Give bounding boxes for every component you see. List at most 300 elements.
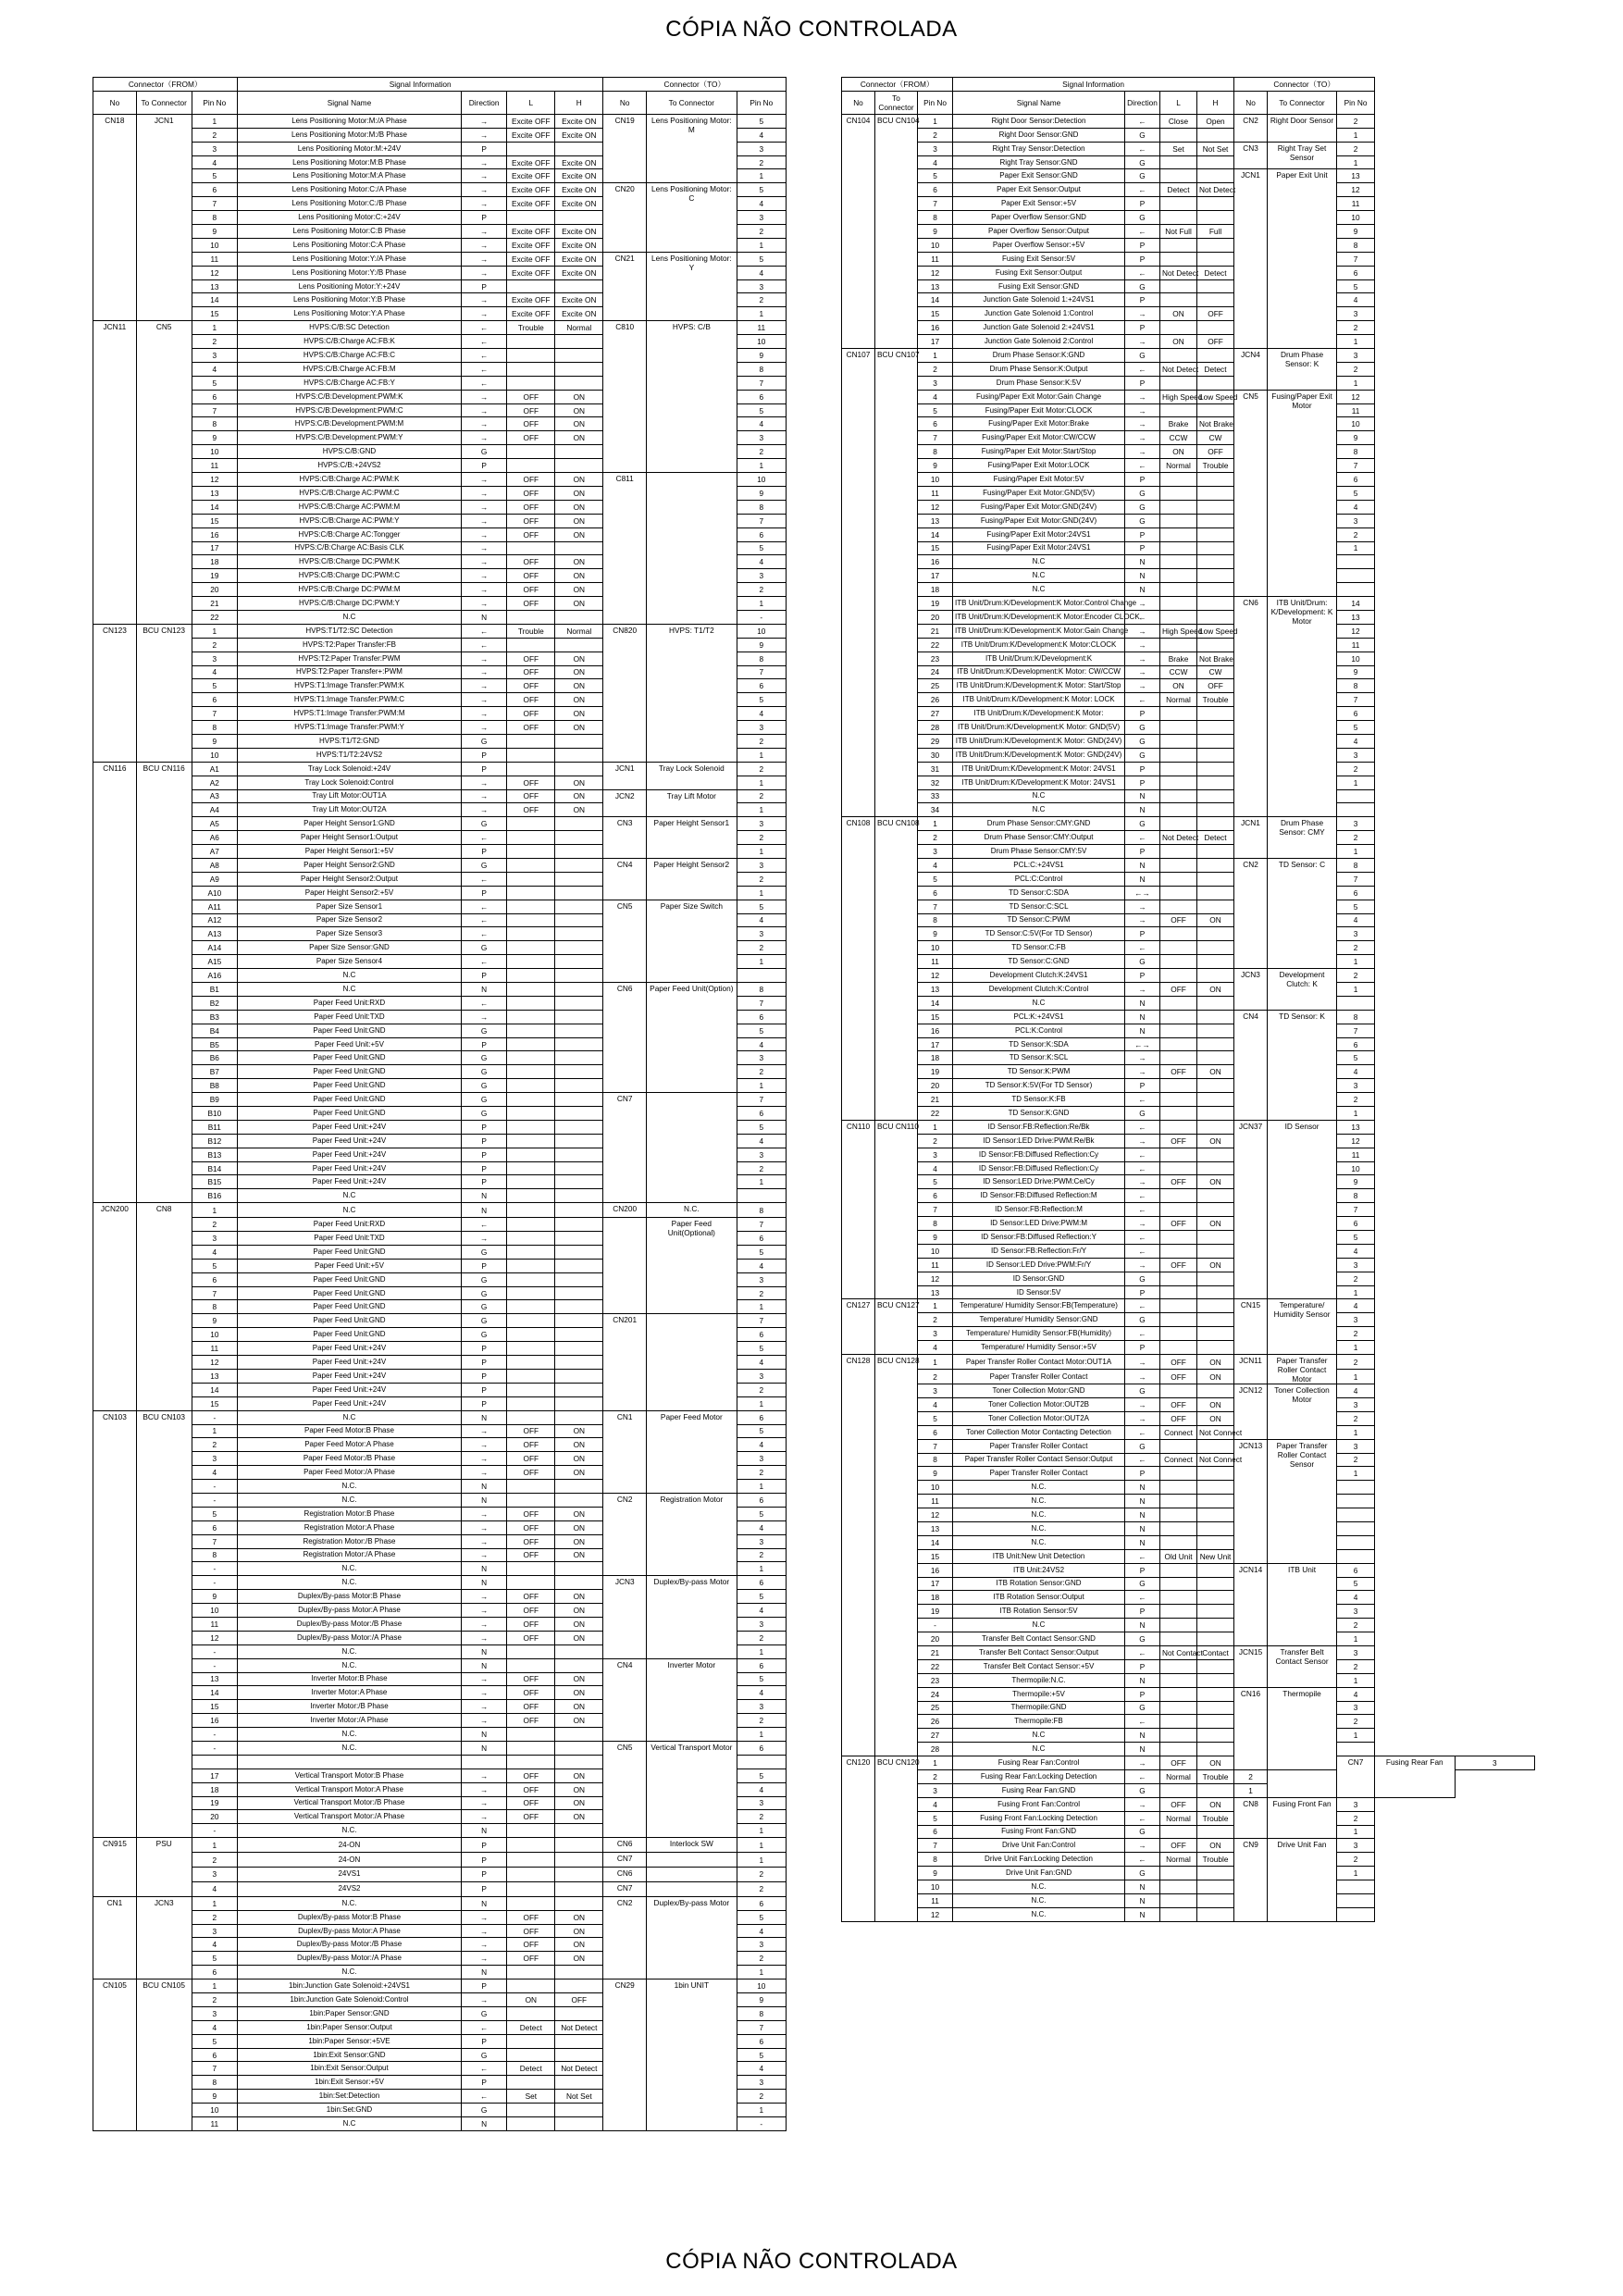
level-high: ON (555, 1714, 603, 1728)
table-row (842, 789, 1535, 803)
signal-name: N.C. (238, 1896, 462, 1910)
table-row (842, 307, 1535, 321)
to-pin-no: 1 (1337, 983, 1375, 997)
to-pin-no: 2 (1337, 941, 1375, 955)
level-high (1197, 748, 1234, 762)
to-pin-no: 2 (1337, 1619, 1375, 1632)
pin-no: 6 (192, 1520, 237, 1534)
level-low (507, 1755, 555, 1769)
level-low: Excite OFF (507, 238, 555, 252)
table-row (842, 211, 1535, 225)
signal-name: Paper Feed Unit:+24V (238, 1396, 462, 1410)
table-row (842, 1370, 1535, 1384)
level-high (1197, 349, 1234, 363)
level-low: OFF (507, 1424, 555, 1438)
level-high (555, 1966, 603, 1980)
pin-no: B8 (192, 1079, 237, 1093)
signal-name: Vertical Transport Motor:A Phase (238, 1782, 462, 1796)
pin-no: 10 (192, 238, 237, 252)
direction: → (461, 500, 506, 514)
direction: → (1125, 1756, 1160, 1770)
direction: P (461, 1259, 506, 1272)
direction: ← (1125, 1811, 1160, 1825)
level-low: Set (1160, 142, 1197, 155)
to-pin-no: 2 (737, 225, 786, 239)
to-connector-no: C811 (603, 473, 647, 625)
direction: G (461, 734, 506, 748)
level-high (1197, 1384, 1234, 1398)
direction: → (1125, 913, 1160, 927)
to-connector-no: CN5 (1234, 390, 1268, 596)
signal-name: Fusing/Paper Exit Motor:24VS1 (953, 541, 1125, 555)
level-low (507, 1037, 555, 1051)
table-row (842, 114, 1535, 128)
level-low (507, 2117, 555, 2131)
level-low: Trouble (507, 321, 555, 335)
level-high: ON (555, 1769, 603, 1782)
signal-name: Lens Positioning Motor:Y:+24V (238, 279, 462, 293)
level-low (507, 1853, 555, 1868)
to-pin-no: 2 (1337, 142, 1375, 155)
level-high: ON (555, 1617, 603, 1631)
level-high (1197, 1051, 1234, 1065)
level-high (1197, 1715, 1234, 1729)
pin-no: 6 (192, 2048, 237, 2062)
level-low (1160, 1037, 1197, 1051)
direction: → (1125, 679, 1160, 693)
level-low: OFF (507, 569, 555, 583)
to-pin-no: 4 (737, 1686, 786, 1700)
signal-name: HVPS:C/B:+24VS2 (238, 459, 462, 473)
signal-name: HVPS:C/B:Charge AC:PWM:K (238, 473, 462, 487)
to-pin-no: 6 (737, 1010, 786, 1024)
level-low (507, 1107, 555, 1121)
signal-name: Drum Phase Sensor:K:Output (953, 362, 1125, 376)
level-high (555, 1396, 603, 1410)
from-to-connector: BCU CN128 (875, 1355, 918, 1756)
pin-no: - (192, 1480, 237, 1494)
level-high (555, 459, 603, 473)
direction: ← (461, 996, 506, 1010)
to-pin-no: 1 (1337, 1285, 1375, 1299)
signal-name: Paper Feed Unit:+24V (238, 1134, 462, 1148)
to-pin-no: 5 (737, 1342, 786, 1356)
pin-no: 8 (192, 721, 237, 735)
level-low: OFF (1160, 1411, 1197, 1425)
level-low (507, 1966, 555, 1980)
level-low: Not Full (1160, 225, 1197, 239)
direction: ← (461, 872, 506, 886)
direction: ← (1125, 1231, 1160, 1245)
level-high (555, 1107, 603, 1121)
direction: → (461, 665, 506, 679)
level-low (1160, 238, 1197, 252)
pin-no: 15 (192, 307, 237, 321)
pin-no: 25 (918, 679, 953, 693)
level-low (507, 1356, 555, 1370)
level-high (555, 349, 603, 363)
to-pin-no: 3 (737, 2076, 786, 2090)
direction: ← (461, 362, 506, 376)
level-low: Excite OFF (507, 114, 555, 128)
direction: → (461, 721, 506, 735)
level-low (1160, 707, 1197, 721)
direction: → (1125, 403, 1160, 417)
to-pin-no: 9 (1337, 665, 1375, 679)
level-high (555, 1328, 603, 1342)
signal-name: Fusing/Paper Exit Motor:Brake (953, 417, 1125, 431)
table-row (842, 693, 1535, 707)
to-connector-no: CN6 (603, 983, 647, 1093)
level-high (1197, 1673, 1234, 1687)
pin-no: 15 (918, 1549, 953, 1563)
to-connector-name: ITB Unit/Drum: K/Development: K Motor (1268, 597, 1337, 817)
to-pin-no: 4 (737, 1259, 786, 1272)
signal-name: Paper Feed Unit:GND (238, 1245, 462, 1259)
pin-no: 11 (918, 955, 953, 969)
level-high: ON (555, 1924, 603, 1938)
to-pin-no: 2 (737, 734, 786, 748)
direction: → (461, 183, 506, 197)
level-low: OFF (507, 1631, 555, 1644)
pin-no: 7 (918, 900, 953, 913)
level-low (1160, 1729, 1197, 1743)
level-low (1160, 1467, 1197, 1481)
level-high (555, 1218, 603, 1232)
direction: N (461, 1562, 506, 1576)
direction: N (1125, 1508, 1160, 1522)
direction: P (1125, 293, 1160, 307)
pin-no: 17 (192, 541, 237, 555)
table-row (842, 1521, 1535, 1535)
pin-no: 19 (192, 569, 237, 583)
direction: → (461, 1769, 506, 1782)
level-low (1160, 748, 1197, 762)
level-high (555, 638, 603, 652)
level-high (555, 1741, 603, 1755)
pin-no: 15 (918, 1010, 953, 1024)
direction: → (1125, 1355, 1160, 1370)
level-high (1197, 1203, 1234, 1217)
column-header: Pin No (192, 91, 237, 114)
pin-no: 13 (192, 1672, 237, 1686)
signal-name: Paper Feed Unit:GND (238, 1051, 462, 1065)
table-row (842, 1659, 1535, 1673)
to-pin-no: 5 (737, 403, 786, 417)
level-low (1160, 1120, 1197, 1134)
to-pin-no: 1 (737, 1079, 786, 1093)
signal-name: Paper Exit Sensor:GND (953, 169, 1125, 183)
signal-name: HVPS:C/B:Charge DC:PWM:M (238, 583, 462, 597)
pin-no: 10 (918, 1481, 953, 1495)
to-pin-no: 6 (1337, 1037, 1375, 1051)
pin-no: 4 (192, 665, 237, 679)
to-pin-no: 11 (1337, 403, 1375, 417)
level-low: OFF (507, 1938, 555, 1952)
pin-no: 6 (918, 886, 953, 900)
signal-name (238, 1755, 462, 1769)
to-pin-no: 4 (737, 1438, 786, 1452)
signal-name: Toner Collection Motor Contacting Detection (953, 1425, 1125, 1439)
signal-name: Lens Positioning Motor:C:/A Phase (238, 183, 462, 197)
level-low: OFF (507, 473, 555, 487)
level-high: ON (1197, 1411, 1234, 1425)
to-connector-name: HVPS: C/B (647, 321, 737, 473)
direction: ← (1125, 1715, 1160, 1729)
pin-no: 15 (918, 307, 953, 321)
level-low: High Speed (1160, 624, 1197, 638)
direction: G (461, 1328, 506, 1342)
pin-no: 9 (918, 459, 953, 473)
table-row (842, 1024, 1535, 1037)
signal-name: Paper Transfer Roller Contact (953, 1370, 1125, 1384)
table-row (842, 1880, 1535, 1894)
direction: → (461, 1232, 506, 1246)
pin-no: 9 (192, 431, 237, 445)
direction: N (461, 983, 506, 997)
level-high: ON (555, 555, 603, 569)
table-row (842, 776, 1535, 789)
level-high (555, 1314, 603, 1328)
to-pin-no: 6 (737, 1410, 786, 1424)
direction: G (1125, 211, 1160, 225)
level-low (1160, 927, 1197, 941)
pin-no: 9 (918, 1467, 953, 1481)
signal-name: HVPS:T1:Image Transfer:PWM:C (238, 693, 462, 707)
to-pin-no: 1 (1337, 1867, 1375, 1880)
table-row (842, 983, 1535, 997)
signal-name: Lens Positioning Motor:M:A Phase (238, 169, 462, 183)
level-low (507, 1175, 555, 1189)
signal-name: Paper Size Sensor4 (238, 955, 462, 969)
level-low: Excite OFF (507, 169, 555, 183)
table-row (842, 321, 1535, 335)
level-high (1197, 1619, 1234, 1632)
level-low: Excite OFF (507, 225, 555, 239)
to-pin-no (1337, 1495, 1375, 1508)
group-header-to: Connector（TO） (603, 78, 787, 92)
pin-no: 22 (918, 1107, 953, 1121)
pin-no: - (192, 1658, 237, 1672)
to-pin-no: 3 (737, 279, 786, 293)
to-connector-no: CN2 (1234, 114, 1268, 142)
signal-name: Paper Feed Unit:GND (238, 1024, 462, 1037)
to-pin-no: 1 (1234, 1783, 1268, 1797)
pin-no: 2 (918, 1370, 953, 1384)
level-high (1197, 610, 1234, 624)
column-header: Signal Name (953, 91, 1125, 114)
to-pin-no: 4 (737, 1604, 786, 1618)
from-connector-no: JCN11 (93, 321, 137, 625)
to-pin-no: 6 (737, 679, 786, 693)
pin-no: 5 (918, 1811, 953, 1825)
to-connector-name: Drum Phase Sensor: CMY (1268, 817, 1337, 859)
direction: P (461, 142, 506, 155)
pin-no: 11 (918, 1495, 953, 1508)
pin-no: - (192, 1562, 237, 1576)
pin-no: 12 (918, 1272, 953, 1285)
to-pin-no: 8 (737, 983, 786, 997)
level-low (1160, 1907, 1197, 1921)
signal-name: Drum Phase Sensor:CMY:GND (953, 817, 1125, 831)
level-low (507, 638, 555, 652)
pin-no: 1 (918, 349, 953, 363)
level-high: ON (1197, 1175, 1234, 1189)
level-low (507, 1728, 555, 1742)
signal-name: TD Sensor:K:FB (953, 1093, 1125, 1107)
pin-no: B2 (192, 996, 237, 1010)
signal-name: ID Sensor:FB:Reflection:Fr/Y (953, 1244, 1125, 1258)
pin-no: 3 (192, 2006, 237, 2020)
direction: G (1125, 128, 1160, 142)
pin-no: 2 (192, 1218, 237, 1232)
signal-name: N.C (238, 610, 462, 624)
pin-no: 13 (918, 1521, 953, 1535)
level-low (507, 1272, 555, 1286)
table-row (842, 831, 1535, 845)
to-pin-no: 8 (1337, 445, 1375, 459)
level-low (507, 955, 555, 969)
pin-no: 10 (918, 1244, 953, 1258)
direction: P (1125, 1341, 1160, 1355)
direction: N (1125, 858, 1160, 872)
to-pin-no: 1 (737, 748, 786, 762)
level-high: ON (555, 1938, 603, 1952)
direction: P (461, 1134, 506, 1148)
level-high (1197, 279, 1234, 293)
signal-name: HVPS:C/B:Charge AC:PWM:Y (238, 514, 462, 527)
pin-no: 18 (192, 555, 237, 569)
direction: G (1125, 721, 1160, 735)
pin-no: 9 (192, 225, 237, 239)
pin-no: 2 (192, 128, 237, 142)
to-pin-no: 3 (737, 1534, 786, 1548)
level-high: ON (555, 707, 603, 721)
pin-no: 14 (918, 527, 953, 541)
signal-name: Paper Feed Unit:+24V (238, 1148, 462, 1161)
level-low: High Speed (1160, 390, 1197, 403)
to-connector-name: Fusing Front Fan (1268, 1797, 1337, 1839)
to-pin-no: 3 (1337, 1797, 1375, 1811)
level-high (1197, 1107, 1234, 1121)
level-high: ON (555, 1700, 603, 1714)
level-high (555, 1259, 603, 1272)
signal-name: Fusing Exit Sensor:Output (953, 266, 1125, 279)
level-low (507, 762, 555, 776)
pin-no: - (192, 1824, 237, 1838)
level-low (1160, 955, 1197, 969)
table-row (93, 1493, 787, 1507)
direction: → (461, 1782, 506, 1796)
to-connector-no: CN1 (603, 1410, 647, 1493)
table-row (842, 1299, 1535, 1313)
level-high (555, 1051, 603, 1065)
to-pin-no: 7 (737, 1218, 786, 1232)
direction: → (461, 679, 506, 693)
level-high: Detect (1197, 362, 1234, 376)
signal-name: Paper Overflow Sensor:+5V (953, 238, 1125, 252)
to-pin-no: 3 (737, 721, 786, 735)
direction: ←→ (1125, 1037, 1160, 1051)
direction: ← (461, 349, 506, 363)
level-low: Normal (1160, 459, 1197, 473)
pin-no: 15 (192, 514, 237, 527)
group-header-signal: Signal Information (953, 78, 1234, 92)
pin-no: 1 (192, 624, 237, 638)
level-high: Detect (1197, 266, 1234, 279)
level-high (1197, 1272, 1234, 1285)
direction: G (1125, 748, 1160, 762)
direction: ← (1125, 1148, 1160, 1161)
pin-no: 10 (192, 2104, 237, 2117)
signal-name: Thermopile:GND (953, 1701, 1125, 1715)
signal-name: N.C. (953, 1535, 1125, 1549)
direction: ← (461, 955, 506, 969)
to-connector-name: N.C. (647, 1203, 737, 1218)
to-pin-no: 8 (737, 2006, 786, 2020)
level-high (555, 1134, 603, 1148)
pin-no: 1 (192, 1980, 237, 1993)
level-low: Excite OFF (507, 197, 555, 211)
level-high (555, 1493, 603, 1507)
pin-no: 5 (918, 1175, 953, 1189)
table-row (842, 1313, 1535, 1327)
pin-no: 3 (918, 142, 953, 155)
to-connector-name: 1bin UNIT (647, 1980, 737, 2131)
to-connector-no: CN21 (603, 252, 647, 320)
level-low: OFF (1160, 913, 1197, 927)
pin-no: 6 (192, 693, 237, 707)
pin-no: 3 (192, 1924, 237, 1938)
level-high (1197, 941, 1234, 955)
direction: G (461, 445, 506, 459)
from-to-connector: BCU CN120 (875, 1756, 918, 1922)
level-high (1197, 1481, 1234, 1495)
column-header: H (1197, 91, 1234, 114)
level-low (507, 1232, 555, 1246)
level-low (1160, 1825, 1197, 1839)
level-low (1160, 321, 1197, 335)
to-pin-no: 4 (1337, 1244, 1375, 1258)
direction: P (1125, 541, 1160, 555)
to-pin-no: 4 (1337, 293, 1375, 307)
to-connector-name: Thermopile (1268, 1687, 1337, 1769)
column-header: Pin No (918, 91, 953, 114)
to-pin-no: 13 (1337, 610, 1375, 624)
from-connector-no: JCN200 (93, 1203, 137, 1410)
pin-no: 26 (918, 1715, 953, 1729)
direction: → (1125, 1258, 1160, 1272)
table-row (842, 638, 1535, 652)
level-high (1197, 486, 1234, 500)
level-low (507, 1838, 555, 1853)
level-low: OFF (507, 597, 555, 611)
table-row (842, 624, 1535, 638)
pin-no: 1 (918, 1120, 953, 1134)
level-high (1197, 1341, 1234, 1355)
to-connector-name: Transfer Belt Contact Sensor (1268, 1645, 1337, 1687)
pin-no: A16 (192, 969, 237, 983)
level-low (1160, 500, 1197, 514)
to-pin-no: 5 (737, 1507, 786, 1520)
direction: P (1125, 969, 1160, 983)
signal-name: Fusing Front Fan:Control (953, 1797, 1125, 1811)
level-high (1197, 1327, 1234, 1341)
pin-no: 18 (918, 583, 953, 597)
pin-no: - (918, 1619, 953, 1632)
from-to-connector: BCU CN105 (136, 1980, 192, 2131)
level-low: OFF (507, 527, 555, 541)
